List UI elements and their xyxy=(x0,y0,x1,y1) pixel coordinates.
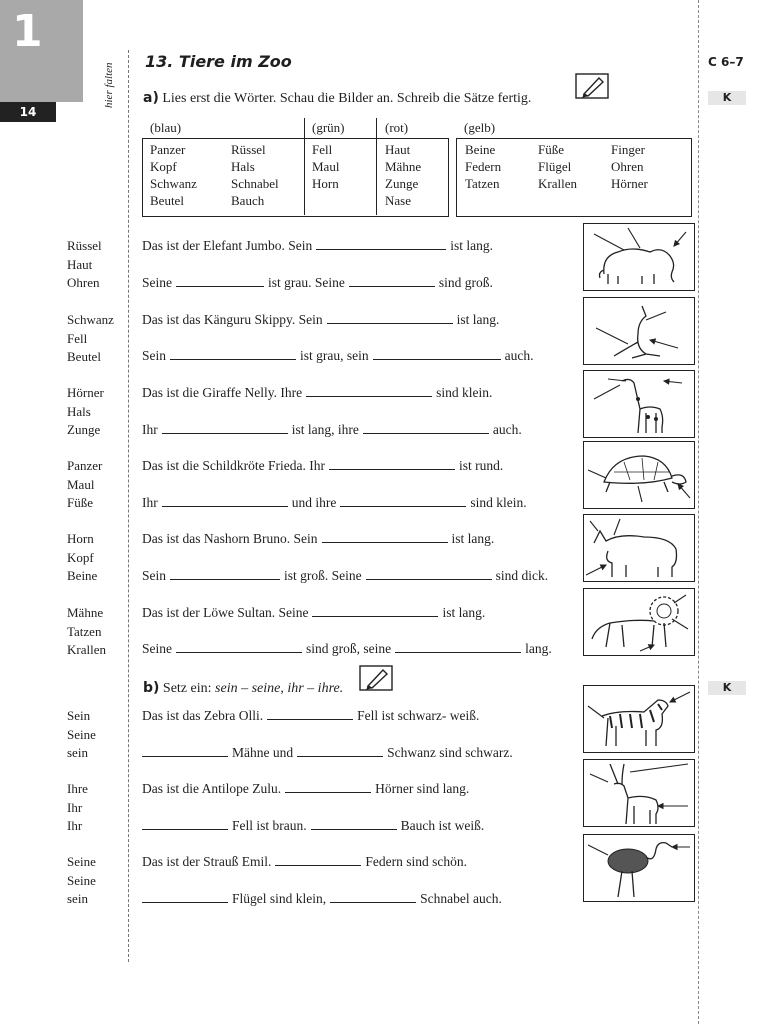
hint-words: Ihre Ihr Ihr xyxy=(67,781,88,833)
answer-blank[interactable] xyxy=(311,817,397,830)
answer-blank[interactable] xyxy=(363,421,489,434)
wordbank-head-gelb: (gelb) xyxy=(464,120,496,135)
wordbank-gelb-col3: Finger Ohren Hörner xyxy=(611,142,648,191)
chapter-tab xyxy=(0,0,83,102)
sentence-line: Das ist der Strauß Emil. Federn sind schön. xyxy=(142,854,467,869)
sentence-line: Ihr und ihre sind klein. xyxy=(142,495,527,510)
ostrich-picture xyxy=(583,834,695,902)
answer-blank[interactable] xyxy=(340,494,466,507)
pencil-icon xyxy=(575,73,609,99)
wordbank-head-rot: (rot) xyxy=(385,120,409,135)
zebra-picture xyxy=(583,685,695,753)
reference-code: C 6–7 xyxy=(708,55,744,69)
hint-words: Seine Seine sein xyxy=(67,854,96,906)
wordbank-divider-2 xyxy=(376,118,377,215)
wordbank-divider-1 xyxy=(304,118,305,215)
fold-label xyxy=(101,50,117,110)
answer-blank[interactable] xyxy=(162,494,288,507)
sentence-line: Das ist der Löwe Sultan. Seine ist lang. xyxy=(142,605,486,620)
turtle-picture xyxy=(583,441,695,509)
sentence-line: Das ist die Schildkröte Frieda. Ihr ist rund. xyxy=(142,458,504,473)
instruction-b-prefix: Setz ein: xyxy=(162,681,212,696)
k-badge-b: K xyxy=(708,681,746,695)
instruction-a-label: a) xyxy=(143,90,159,106)
hint-words: Mähne Tatzen Krallen xyxy=(67,605,106,657)
sentence-line: Das ist das Känguru Skippy. Sein ist lang. xyxy=(142,312,500,327)
fold-label-text: hier falten xyxy=(103,62,115,108)
answer-blank[interactable] xyxy=(297,744,383,757)
answer-blank[interactable] xyxy=(285,780,371,793)
answer-blank[interactable] xyxy=(275,853,361,866)
answer-blank[interactable] xyxy=(349,274,435,287)
instruction-a-text: Lies erst die Wörter. Schau die Bilder an. Schreib die Sätze fertig. xyxy=(162,91,532,106)
sentence-line: Das ist die Giraffe Nelly. Ihre sind klein. xyxy=(142,385,493,400)
instruction-b-label: b) xyxy=(143,680,160,696)
sentence-line: Das ist die Antilope Zulu. Hörner sind lang. xyxy=(142,781,470,796)
answer-blank[interactable] xyxy=(316,237,446,250)
wordbank-blau-col1: Panzer Kopf Schwanz Beutel xyxy=(150,142,197,208)
answer-blank[interactable] xyxy=(170,567,280,580)
answer-blank[interactable] xyxy=(395,640,521,653)
answer-blank[interactable] xyxy=(322,530,448,543)
instruction-b xyxy=(143,680,343,697)
wordbank-gruen-col: Fell Maul Horn xyxy=(312,142,340,191)
instruction-b-words: sein – seine, ihr – ihre. xyxy=(215,681,344,696)
answer-blank[interactable] xyxy=(142,890,228,903)
answer-blank[interactable] xyxy=(329,457,455,470)
chapter-number: 1 xyxy=(12,6,43,57)
kangaroo-picture xyxy=(583,297,695,365)
hint-words: Panzer Maul Füße xyxy=(67,458,103,510)
wordbank-head-gruen: (grün) xyxy=(312,120,345,135)
sentence-line: Seine ist grau. Seine sind groß. xyxy=(142,275,493,290)
instruction-a xyxy=(143,90,531,107)
sentence-line: Ihr ist lang, ihre auch. xyxy=(142,422,522,437)
answer-blank[interactable] xyxy=(327,311,453,324)
wordbank-gelb-col1: Beine Federn Tatzen xyxy=(465,142,502,191)
k-badge-a: K xyxy=(708,91,746,105)
wordbank-head-blau: (blau) xyxy=(150,120,182,135)
page-number: 14 xyxy=(0,102,56,122)
sentence-line: Mähne und Schwanz sind schwarz. xyxy=(142,744,513,761)
sentence-line: Das ist das Nashorn Bruno. Sein ist lang. xyxy=(142,531,495,546)
hint-words: Hörner Hals Zunge xyxy=(67,385,104,437)
giraffe-picture xyxy=(583,370,695,438)
elephant-picture xyxy=(583,223,695,291)
sentence-line: Flügel sind klein, Schnabel auch. xyxy=(142,890,502,907)
sentence-line: Sein ist groß. Seine sind dick. xyxy=(142,568,549,583)
answer-blank[interactable] xyxy=(142,744,228,757)
lion-picture xyxy=(583,588,695,656)
hint-words: Sein Seine sein xyxy=(67,708,96,760)
answer-blank[interactable] xyxy=(176,274,264,287)
pencil-icon xyxy=(359,665,393,691)
answer-blank[interactable] xyxy=(330,890,416,903)
rhino-picture xyxy=(583,514,695,582)
wordbank-rot-col: Haut Mähne Zunge Nase xyxy=(385,142,422,208)
hint-words: Rüssel Haut Ohren xyxy=(67,238,102,290)
page-title: 13. Tiere im Zoo xyxy=(145,52,292,71)
answer-blank[interactable] xyxy=(366,567,492,580)
sentence-line: Das ist das Zebra Olli. Fell ist schwarz- weiß. xyxy=(142,708,480,723)
answer-blank[interactable] xyxy=(306,384,432,397)
sentence-line: Das ist der Elefant Jumbo. Sein ist lang. xyxy=(142,238,493,253)
answer-blank[interactable] xyxy=(312,604,438,617)
hint-words: Horn Kopf Beine xyxy=(67,531,98,583)
answer-blank[interactable] xyxy=(142,817,228,830)
answer-blank[interactable] xyxy=(267,707,353,720)
answer-blank[interactable] xyxy=(373,347,501,360)
answer-blank[interactable] xyxy=(170,347,296,360)
margin-line xyxy=(698,0,699,1024)
answer-blank[interactable] xyxy=(162,421,288,434)
answer-blank[interactable] xyxy=(176,640,302,653)
sentence-line: Sein ist grau, sein auch. xyxy=(142,348,534,363)
hint-words: Schwanz Fell Beutel xyxy=(67,312,114,364)
sentence-line: Fell ist braun. Bauch ist weiß. xyxy=(142,817,484,834)
wordbank-blau-col2: Rüssel Hals Schnabel Bauch xyxy=(231,142,279,208)
antelope-picture xyxy=(583,759,695,827)
sentence-line: Seine sind groß, seine lang. xyxy=(142,641,552,656)
wordbank-gelb-col2: Füße Flügel Krallen xyxy=(538,142,577,191)
